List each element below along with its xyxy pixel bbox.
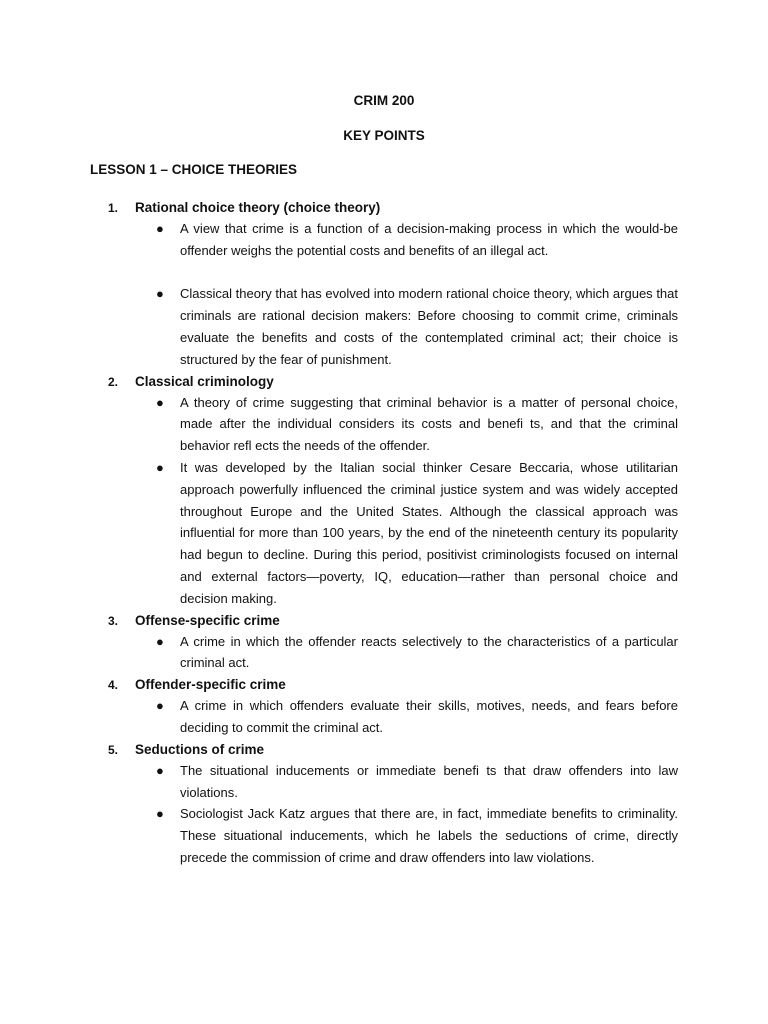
item-heading bbox=[108, 371, 678, 392]
bullet-icon: ● bbox=[156, 633, 164, 649]
item-number: 4. bbox=[108, 678, 119, 693]
bullet-icon: ● bbox=[156, 698, 164, 714]
bullet-icon: ● bbox=[156, 221, 164, 236]
item-heading bbox=[108, 674, 678, 695]
paragraph-gap bbox=[108, 262, 678, 284]
lesson-heading: LESSON 1 – CHOICE THEORIES bbox=[90, 162, 298, 177]
list-item bbox=[108, 610, 678, 675]
course-title: CRIM 200 bbox=[353, 93, 415, 108]
item-title: Rational choice theory (choice theory) bbox=[135, 200, 381, 215]
bullet-point bbox=[108, 457, 678, 610]
bullet-icon: ● bbox=[156, 762, 164, 778]
bullet-text: A theory of crime suggesting that criminal behavior is a matter of personal choice, made after the individual considers its costs and benefi ts, and that the criminal behavior refl ects the needs of the offender. bbox=[180, 394, 678, 454]
item-heading bbox=[108, 610, 678, 631]
item-heading bbox=[108, 197, 678, 218]
bullet-point bbox=[108, 218, 678, 262]
bullet-point bbox=[108, 392, 678, 457]
bullet-text: A crime in which offenders evaluate their skills, motives, needs, and fears before deciding to commit the criminal act. bbox=[180, 698, 678, 735]
bullet-text: It was developed by the Italian social thinker Cesare Beccaria, whose utilitarian approach powerfully influenced the criminal justice system and was widely accepted throughout Europe and the United States. Although the classical approach was influential for more than 100 years, by the end of the nineteenth century its popularity had begun to decline. During this period, positivist criminologists focused on internal and external factors—poverty, IQ, education—rather than personal choice and decision making. bbox=[180, 459, 678, 606]
bullet-icon: ● bbox=[156, 394, 164, 410]
list-item bbox=[108, 674, 678, 739]
bullet-text: Classical theory that has evolved into modern rational choice theory, which argues that criminals are rational decision makers: Before choosing to commit crime, criminals evaluate the benefits and costs of the contemplated criminal act; their choice is structured by the fear of punishment. bbox=[180, 286, 678, 367]
item-number: 2. bbox=[108, 374, 119, 389]
bullet-icon: ● bbox=[156, 806, 164, 822]
key-points-list bbox=[108, 197, 678, 869]
item-title: Classical criminology bbox=[135, 373, 274, 389]
document-subtitle: KEY POINTS bbox=[343, 128, 425, 143]
list-item bbox=[108, 371, 678, 610]
bullet-point bbox=[108, 283, 678, 370]
bullet-point bbox=[108, 631, 678, 675]
bullet-point bbox=[108, 695, 678, 739]
item-heading bbox=[108, 739, 678, 760]
item-number: 5. bbox=[108, 742, 119, 757]
list-item bbox=[108, 739, 678, 869]
list-item bbox=[108, 197, 678, 371]
bullet-icon: ● bbox=[156, 459, 164, 475]
bullet-point bbox=[108, 803, 678, 868]
bullet-text: Sociologist Jack Katz argues that there are, in fact, immediate benefits to criminality. These situational inducements, which he labels the seductions of crime, directly precede the commission of crime and draw offenders into law violations. bbox=[180, 806, 678, 865]
item-number: 1. bbox=[108, 201, 119, 215]
bullet-point bbox=[108, 760, 678, 804]
bullet-text: A crime in which the offender reacts selectively to the characteristics of a particular criminal act. bbox=[180, 633, 678, 671]
item-title: Offender-specific crime bbox=[135, 677, 286, 693]
bullet-text: The situational inducements or immediate benefi ts that draw offenders into law violations. bbox=[180, 762, 678, 800]
bullet-text: A view that crime is a function of a decision-making process in which the would-be offender weighs the potential costs and benefits of an illegal act. bbox=[180, 221, 678, 258]
item-title: Offense-specific crime bbox=[135, 612, 280, 628]
item-title: Seductions of crime bbox=[135, 741, 265, 757]
bullet-icon: ● bbox=[156, 286, 164, 302]
item-number: 3. bbox=[108, 613, 119, 628]
